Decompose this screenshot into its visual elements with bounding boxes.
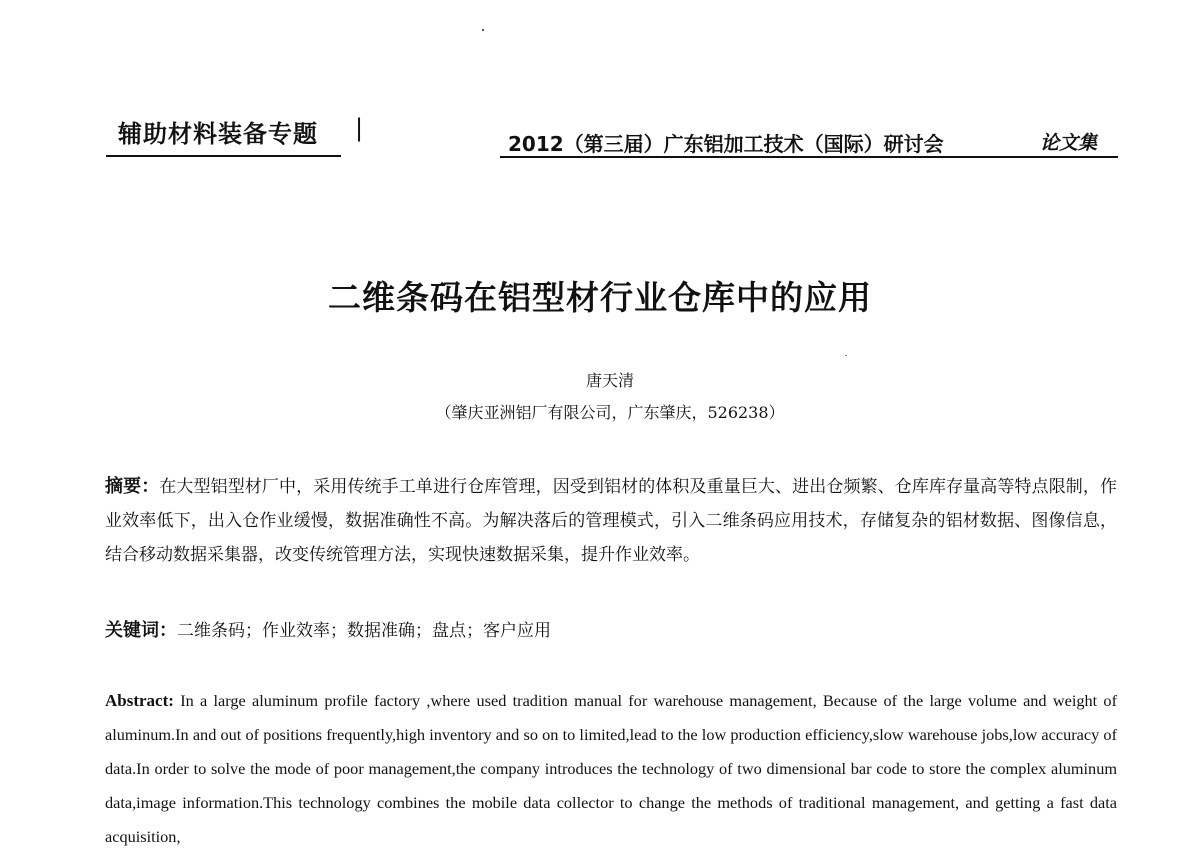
proceedings-label: 论文集 bbox=[1040, 132, 1098, 154]
scan-speck bbox=[482, 29, 484, 31]
header-rule-left bbox=[106, 155, 341, 157]
header-separator: | bbox=[355, 114, 364, 142]
abstract-en-label: Abstract: bbox=[105, 691, 174, 710]
abstract-cn bbox=[105, 470, 1117, 572]
scan-speck bbox=[845, 355, 847, 356]
abstract-en bbox=[105, 684, 1117, 854]
keywords bbox=[105, 614, 1117, 648]
abstract-cn-label: 摘要： bbox=[105, 476, 160, 497]
section-title: 辅助材料装备专题 bbox=[118, 120, 318, 148]
abstract-cn-text: 在大型铝型材厂中，采用传统手工单进行仓库管理，因受到铝材的体积及重量巨大、进出仓频繁、仓库库存量高等特点限制，作业效率低下，出入仓作业缓慢，数据准确性不高。为解决落后的管理模式，引入二维条码应用技术，存储复杂的铝材数据、图像信息，结合移动数据采集器，改变传统管理方法，实现快速数据采集，提升作业效率。 bbox=[105, 477, 1117, 565]
author-affiliation: （肇庆亚洲铝厂有限公司，广东肇庆，526238） bbox=[435, 403, 785, 422]
paper-title: 二维条码在铝型材行业仓库中的应用 bbox=[328, 278, 872, 317]
author-name: 唐天清 bbox=[585, 371, 634, 390]
keywords-text: 二维条码；作业效率；数据准确；盘点；客户应用 bbox=[177, 621, 551, 641]
keywords-label: 关键词： bbox=[105, 620, 177, 641]
abstract-en-text: In a large aluminum profile factory ,where used tradition manual for warehouse management, Because of the large volume and weight of aluminum.In and out of positions frequently,high inventory and so on to limited,lead to the low production efficiency,slow warehouse jobs,low accuracy of data.In order to solve the mode of poor management,the company introduces the technology of two dimensional bar code to store the complex aluminum data,image information.This technology combines the mobile data collector to change the methods of traditional management, and getting a fast data acquisition, bbox=[105, 691, 1117, 846]
conference-title: 2012（第三届）广东铝加工技术（国际）研讨会 bbox=[508, 132, 944, 156]
header-rule-right bbox=[500, 156, 1118, 158]
